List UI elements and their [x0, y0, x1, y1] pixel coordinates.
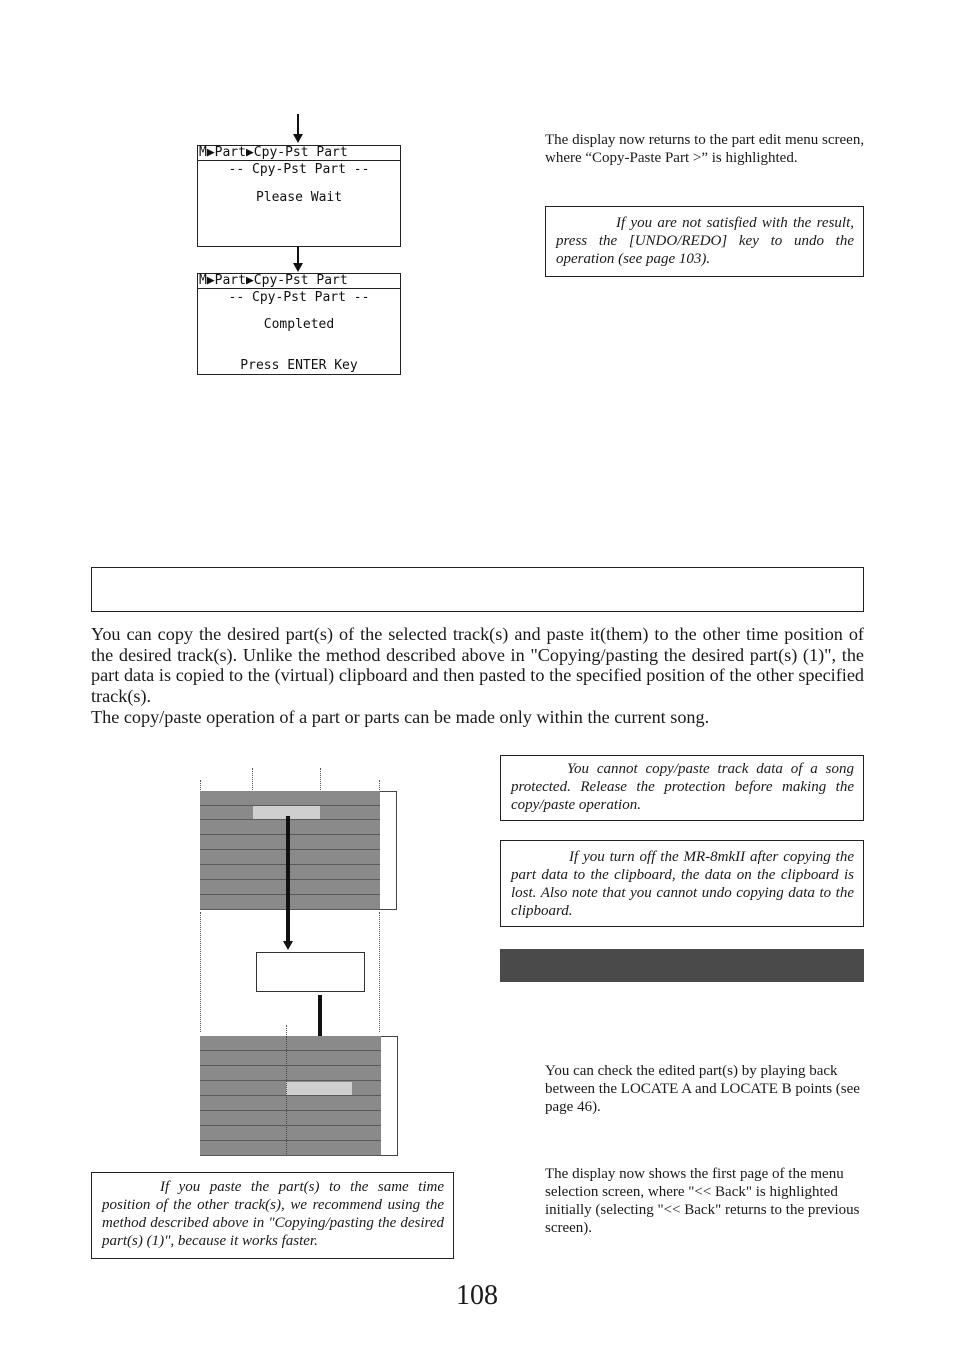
track-row — [200, 1141, 381, 1156]
track-row — [200, 850, 380, 865]
body-paragraph-2: The copy/paste operation of a part or parts can be made only within the current song. — [91, 707, 710, 727]
flow-arrow-2-head — [293, 263, 303, 272]
dark-section-bar — [500, 949, 864, 982]
track-row — [200, 1051, 381, 1066]
note-undo-text: If you are not satisfied with the result, press the [UNDO/REDO] key to undo the operation (see page 103). — [556, 215, 854, 267]
flow-arrow-1 — [297, 114, 299, 136]
track-row — [200, 835, 380, 850]
track-row — [200, 791, 380, 806]
guide-line — [200, 912, 201, 1032]
note-power-off — [500, 840, 864, 927]
body-paragraph-1: You can copy the desired part(s) of the selected track(s) and paste it(them) to the other time position of the desired track(s). Unlike the method described above in "Copying/pasting the desired part(s) (1)", the part data is copied to the (virtual) clipboard and then pasted to the specified position of the other specified track(s). — [91, 624, 864, 707]
lcd-prompt: Press ENTER Key — [240, 358, 358, 373]
copy-arrow — [286, 816, 290, 942]
track-row — [200, 1126, 381, 1141]
guide-line — [379, 912, 380, 1032]
note-protect-text: You cannot copy/paste track data of a song protected. Release the protection before making the copy/paste operation. — [511, 761, 854, 813]
track-row — [200, 1111, 381, 1126]
lcd-screen-completed — [197, 273, 401, 375]
track-row — [200, 895, 380, 910]
display-returns-text: The display now returns to the part edit menu screen, where “Copy-Paste Part >” is highlighted. — [545, 132, 865, 166]
track-row — [200, 820, 380, 835]
track-end-cell — [381, 1036, 398, 1156]
lcd-message: Please Wait — [255, 190, 343, 205]
locate-text: You can check the edited part(s) by playing back between the LOCATE A and LOCATE B points (see page 46). — [545, 1063, 860, 1115]
lcd-message: Completed — [263, 317, 335, 332]
note-protect — [500, 755, 864, 821]
copy-arrow-head — [283, 941, 293, 950]
note-same-time-text: If you paste the part(s) to the same time position of the other track(s), we recommend using the method described above in "Copying/pasting the desired part(s) (1)", because it works faster. — [102, 1179, 444, 1249]
track-end-cell — [380, 791, 397, 910]
track-row — [200, 880, 380, 895]
guide-line — [286, 1036, 287, 1156]
lcd-title: -- Cpy-Pst Part -- — [228, 290, 370, 305]
note-undo — [545, 206, 864, 277]
section-heading-box — [91, 567, 864, 612]
track-row — [200, 1066, 381, 1081]
lcd-screen-please-wait — [197, 145, 401, 247]
lcd-title: -- Cpy-Pst Part -- — [228, 162, 370, 177]
note-power-text: If you turn off the MR-8mkII after copying the part data to the clipboard, the data on the clipboard is lost. Also note that you cannot undo copying data to the clipboard. — [511, 849, 854, 919]
track-row — [200, 1096, 381, 1111]
pasted-part — [286, 1082, 352, 1095]
page-number: 108 — [456, 1280, 498, 1311]
track-row — [200, 1036, 381, 1051]
flow-arrow-2 — [297, 246, 299, 264]
note-same-time — [91, 1172, 454, 1259]
lcd-header: M▶Part▶Cpy-Pst Part — [198, 274, 400, 289]
track-row — [200, 865, 380, 880]
flow-arrow-1-head — [293, 134, 303, 143]
menu-text: The display now shows the first page of the menu selection screen, where "<< Back" is highlighted initially (selecting "<< Back" returns to the previous screen). — [545, 1166, 860, 1236]
lcd-header: M▶Part▶Cpy-Pst Part — [198, 146, 400, 161]
clipboard-box — [256, 952, 365, 992]
